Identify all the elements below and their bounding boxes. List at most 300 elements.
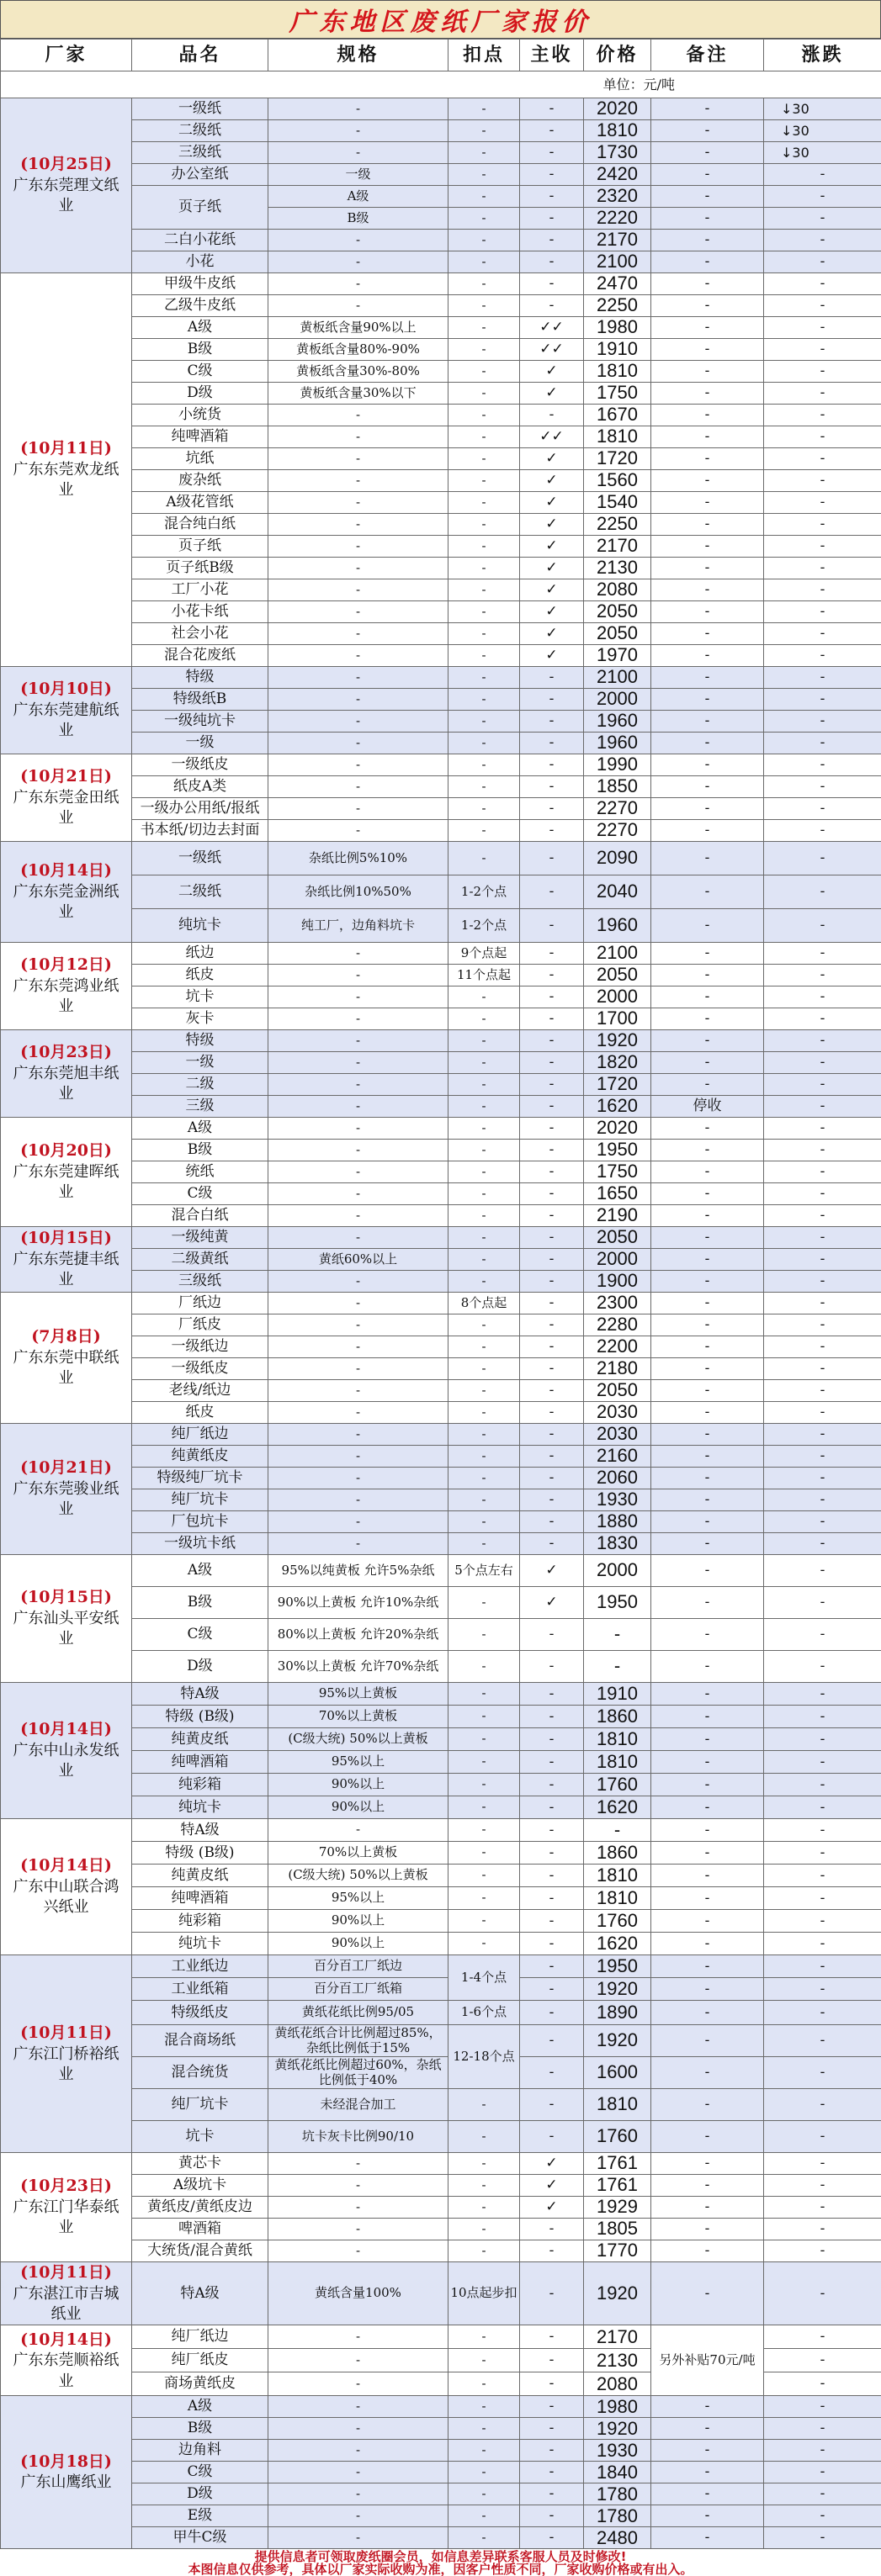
main-cell: -: [520, 733, 584, 754]
table-row: [1, 1096, 881, 1118]
product-name: 大统货/混合黄纸: [132, 2240, 268, 2262]
product-name: 一级纯黄: [132, 1227, 268, 1249]
price-cell: 1720: [584, 1074, 651, 1096]
table-row: [1, 536, 881, 558]
note-cell: -: [651, 2505, 764, 2527]
note-cell: -: [651, 1227, 764, 1249]
note-cell: -: [651, 733, 764, 754]
company-cell: [1, 273, 132, 667]
main-cell: -: [520, 1183, 584, 1205]
deduct-cell: 1-2个点: [448, 875, 520, 909]
spec-cell: 70%以上黄板: [268, 1842, 448, 1865]
spec-cell: 黄纸60%以上: [268, 1249, 448, 1271]
spec-cell: -: [268, 1183, 448, 1205]
change-cell: -: [764, 986, 881, 1008]
change-cell: -: [764, 2089, 881, 2121]
change-cell: -: [764, 1008, 881, 1030]
product-name: C级: [132, 1619, 268, 1651]
deduct-cell: -: [448, 470, 520, 492]
change-cell: -: [764, 943, 881, 965]
spec-cell: -: [268, 2175, 448, 2197]
main-cell: -: [520, 2325, 584, 2349]
price-cell: 2280: [584, 1314, 651, 1336]
company-cell: [1, 1030, 132, 1118]
header-deduct: 扣点: [448, 40, 520, 71]
company-cell: [1, 1955, 132, 2153]
note-cell: -: [651, 2197, 764, 2219]
deduct-cell: -: [448, 1183, 520, 1205]
price-cell: 1760: [584, 1774, 651, 1796]
table-row: [1, 711, 881, 733]
change-cell: -: [764, 1402, 881, 1424]
change-cell: -: [764, 909, 881, 943]
spec-cell: -: [268, 2372, 448, 2396]
change-cell: -: [764, 1205, 881, 1227]
deduct-cell: -: [448, 120, 520, 142]
note-cell: -: [651, 448, 764, 470]
deduct-cell: -: [448, 623, 520, 645]
company-date: (10月15日): [20, 1229, 112, 1248]
deduct-cell: -: [448, 1161, 520, 1183]
product-name: 纯厂纸皮: [132, 2349, 268, 2372]
table-row: [1, 1933, 881, 1955]
price-cell: -: [584, 1651, 651, 1683]
deduct-cell: -: [448, 1140, 520, 1161]
spec-cell: 杂纸比例5%10%: [268, 842, 448, 875]
price-table: [0, 39, 881, 2549]
table-row: [1, 2240, 881, 2262]
note-cell: -: [651, 230, 764, 251]
company-cell: [1, 2396, 132, 2549]
spec-cell: -: [268, 2527, 448, 2549]
deduct-cell: -: [448, 2483, 520, 2505]
change-cell: -: [764, 2418, 881, 2440]
change-cell: -: [764, 514, 881, 536]
price-cell: 1929: [584, 2197, 651, 2219]
main-cell: -: [520, 2527, 584, 2549]
product-name: 厂纸边: [132, 1293, 268, 1314]
price-cell: 1910: [584, 339, 651, 361]
price-cell: 1910: [584, 1683, 651, 1706]
price-cell: 1860: [584, 1842, 651, 1865]
product-name: 小花卡纸: [132, 601, 268, 623]
product-name: 工业纸边: [132, 1955, 268, 1978]
spec-cell: -: [268, 1205, 448, 1227]
header-main: 主收: [520, 40, 584, 71]
spec-cell: -: [268, 98, 448, 120]
note-cell: -: [651, 1865, 764, 1887]
note-cell: -: [651, 909, 764, 943]
spec-cell: 黄板纸含量30%以下: [268, 383, 448, 405]
table-row: [1, 2505, 881, 2527]
price-cell: 1650: [584, 1183, 651, 1205]
main-cell: ✓: [520, 645, 584, 667]
price-cell: 1920: [584, 1978, 651, 2001]
note-cell: -: [651, 514, 764, 536]
table-row: [1, 273, 881, 295]
product-name: 纸皮: [132, 965, 268, 986]
product-name: 一级纸皮: [132, 1358, 268, 1380]
change-cell: -: [764, 1706, 881, 1728]
change-cell: -: [764, 1030, 881, 1052]
change-cell: -: [764, 2349, 881, 2372]
header-row: [1, 40, 881, 71]
main-cell: ✓: [520, 383, 584, 405]
spec-cell: -: [268, 2418, 448, 2440]
change-cell: ↓30: [764, 98, 881, 120]
main-cell: -: [520, 820, 584, 842]
change-cell: -: [764, 2175, 881, 2197]
title-bar: [0, 0, 881, 39]
main-cell: -: [520, 2001, 584, 2025]
main-cell: -: [520, 1140, 584, 1161]
change-cell: -: [764, 1751, 881, 1774]
change-cell: -: [764, 426, 881, 448]
table-row: [1, 142, 881, 164]
change-cell: -: [764, 875, 881, 909]
company-date: (10月20日): [20, 1141, 112, 1161]
price-cell: 1780: [584, 2483, 651, 2505]
note-cell: -: [651, 2462, 764, 2483]
price-cell: 2100: [584, 251, 651, 273]
product-name: 特A级: [132, 2262, 268, 2325]
company-name: 广东湛江市吉城纸业: [13, 2284, 119, 2323]
product-name: 商场黄纸皮: [132, 2372, 268, 2396]
change-cell: -: [764, 2505, 881, 2527]
spec-cell: 纯工厂，边角料坑卡: [268, 909, 448, 943]
change-cell: -: [764, 1336, 881, 1358]
table-row: [1, 1161, 881, 1183]
price-cell: 1620: [584, 1096, 651, 1118]
company-cell: [1, 1227, 132, 1293]
main-cell: -: [520, 754, 584, 776]
product-name: 小统货: [132, 405, 268, 426]
table-row: [1, 965, 881, 986]
company-name: 广东东莞金田纸业: [13, 789, 119, 828]
spec-cell: -: [268, 2219, 448, 2240]
change-cell: -: [764, 164, 881, 186]
spec-cell: -: [268, 776, 448, 798]
change-cell: -: [764, 1796, 881, 1819]
note-cell: -: [651, 1910, 764, 1933]
table-row: [1, 470, 881, 492]
product-name: 乙级牛皮纸: [132, 295, 268, 317]
main-cell: -: [520, 1751, 584, 1774]
main-cell: -: [520, 2262, 584, 2325]
table-row: [1, 776, 881, 798]
spec-cell: -: [268, 1140, 448, 1161]
main-cell: -: [520, 2240, 584, 2262]
product-name: 一级纯坑卡: [132, 711, 268, 733]
note-cell: -: [651, 1533, 764, 1555]
header-change: 涨跌: [764, 40, 881, 71]
main-cell: -: [520, 164, 584, 186]
main-cell: -: [520, 986, 584, 1008]
price-cell: 1560: [584, 470, 651, 492]
note-cell: -: [651, 667, 764, 689]
price-cell: 2130: [584, 558, 651, 579]
price-cell: 1980: [584, 317, 651, 339]
product-name: 混合商场纸: [132, 2025, 268, 2057]
main-cell: -: [520, 1619, 584, 1651]
note-cell: -: [651, 2121, 764, 2153]
spec-cell: -: [268, 943, 448, 965]
change-cell: -: [764, 1468, 881, 1489]
company-cell: [1, 1555, 132, 1683]
product-name: 纯彩箱: [132, 1910, 268, 1933]
note-cell: -: [651, 558, 764, 579]
company-date: (10月25日): [20, 155, 112, 174]
deduct-cell: -: [448, 383, 520, 405]
product-name: 社会小花: [132, 623, 268, 645]
spec-cell: -: [268, 405, 448, 426]
table-row: [1, 2396, 881, 2418]
spec-cell: -: [268, 1030, 448, 1052]
main-cell: ✓✓: [520, 339, 584, 361]
change-cell: -: [764, 1249, 881, 1271]
product-name: 书本纸/切边去封面: [132, 820, 268, 842]
spec-cell: 95%以上黄板: [268, 1683, 448, 1706]
deduct-cell: -: [448, 2153, 520, 2175]
deduct-cell: -: [448, 2197, 520, 2219]
price-cell: 1960: [584, 711, 651, 733]
company-cell: [1, 1819, 132, 1955]
main-cell: -: [520, 776, 584, 798]
deduct-cell: -: [448, 208, 520, 230]
product-name: 二白小花纸: [132, 230, 268, 251]
table-row: [1, 1336, 881, 1358]
deduct-cell: -: [448, 2175, 520, 2197]
company-cell: [1, 98, 132, 273]
change-cell: -: [764, 1910, 881, 1933]
product-name: 小花: [132, 251, 268, 273]
price-cell: 1860: [584, 1706, 651, 1728]
spec-cell: -: [268, 492, 448, 514]
spec-cell: -: [268, 1293, 448, 1314]
change-cell: -: [764, 667, 881, 689]
price-cell: 1700: [584, 1008, 651, 1030]
price-cell: 1750: [584, 383, 651, 405]
company-cell: [1, 1683, 132, 1819]
note-cell: -: [651, 1183, 764, 1205]
note-cell: -: [651, 1511, 764, 1533]
change-cell: -: [764, 820, 881, 842]
product-name: 一级坑卡纸: [132, 1533, 268, 1555]
footer: [0, 2551, 881, 2576]
spec-cell: -: [268, 470, 448, 492]
price-cell: 2300: [584, 1293, 651, 1314]
price-cell: 2320: [584, 186, 651, 208]
change-cell: -: [764, 1380, 881, 1402]
spec-cell: -: [268, 1271, 448, 1293]
note-cell: -: [651, 273, 764, 295]
product-name: 特级 (B级): [132, 1842, 268, 1865]
price-cell: 2030: [584, 1402, 651, 1424]
table-row: [1, 1865, 881, 1887]
product-name: 纯坑卡: [132, 1933, 268, 1955]
price-cell: 1950: [584, 1955, 651, 1978]
change-cell: -: [764, 1865, 881, 1887]
price-cell: 2050: [584, 623, 651, 645]
price-cell: 1960: [584, 909, 651, 943]
product-name: B级: [132, 1140, 268, 1161]
note-cell: -: [651, 1161, 764, 1183]
change-cell: -: [764, 579, 881, 601]
main-cell: -: [520, 1683, 584, 1706]
table-row: [1, 1249, 881, 1271]
table-row: [1, 1074, 881, 1096]
spec-cell: -: [268, 514, 448, 536]
main-cell: -: [520, 1314, 584, 1336]
table-row: [1, 623, 881, 645]
table-row: [1, 1380, 881, 1402]
main-cell: -: [520, 1978, 584, 2001]
main-cell: ✓: [520, 448, 584, 470]
note-cell: -: [651, 426, 764, 448]
table-row: [1, 2001, 881, 2025]
table-row: [1, 798, 881, 820]
note-cell: -: [651, 2262, 764, 2325]
deduct-cell: 1-6个点: [448, 2001, 520, 2025]
deduct-cell: 10点起步扣: [448, 2262, 520, 2325]
spec-cell: 90%以上黄板 允许10%杂纸: [268, 1587, 448, 1619]
company-name: 广东江门桥裕纸业: [13, 2044, 119, 2083]
deduct-cell: -: [448, 2527, 520, 2549]
table-row: [1, 1683, 881, 1706]
price-cell: 1810: [584, 1887, 651, 1910]
table-row: [1, 645, 881, 667]
note-cell: -: [651, 943, 764, 965]
note-cell: -: [651, 361, 764, 383]
company-cell: [1, 754, 132, 842]
main-cell: -: [520, 1842, 584, 1865]
main-cell: -: [520, 1271, 584, 1293]
note-cell: -: [651, 1358, 764, 1380]
table-row: [1, 1358, 881, 1380]
product-name: A级: [132, 1555, 268, 1587]
change-cell: -: [764, 1933, 881, 1955]
change-cell: -: [764, 842, 881, 875]
note-cell: -: [651, 1118, 764, 1140]
price-cell: 2250: [584, 295, 651, 317]
product-name: 老线/纸边: [132, 1380, 268, 1402]
table-row: [1, 1183, 881, 1205]
spec-cell: 未经混合加工: [268, 2089, 448, 2121]
product-name: 特级: [132, 667, 268, 689]
unit-label: 单位：元/吨: [1, 71, 881, 98]
spec-cell: -: [268, 2462, 448, 2483]
main-cell: -: [520, 98, 584, 120]
product-name: 三级: [132, 1096, 268, 1118]
company-cell: [1, 1424, 132, 1555]
table-row: [1, 1619, 881, 1651]
main-cell: ✓: [520, 601, 584, 623]
product-name: 纯厂坑卡: [132, 1489, 268, 1511]
product-name: 坑纸: [132, 448, 268, 470]
table-row: [1, 667, 881, 689]
main-cell: -: [520, 2025, 584, 2057]
price-cell: 2130: [584, 2349, 651, 2372]
spec-cell: 黄板纸含量80%-90%: [268, 339, 448, 361]
product-name: 一级纸边: [132, 1336, 268, 1358]
table-row: [1, 2462, 881, 2483]
product-name: 纯黄皮纸: [132, 1728, 268, 1751]
price-cell: 1890: [584, 2001, 651, 2025]
company-cell: [1, 842, 132, 943]
note-cell: -: [651, 965, 764, 986]
price-cell: 2000: [584, 1555, 651, 1587]
change-cell: -: [764, 1728, 881, 1751]
table-row: [1, 1227, 881, 1249]
deduct-cell: -: [448, 579, 520, 601]
table-row: [1, 909, 881, 943]
deduct-cell: -: [448, 1728, 520, 1751]
spec-cell: -: [268, 1008, 448, 1030]
price-cell: 2020: [584, 98, 651, 120]
spec-cell: -: [268, 1074, 448, 1096]
price-cell: 2190: [584, 1205, 651, 1227]
deduct-cell: -: [448, 448, 520, 470]
deduct-cell: 1-4个点: [448, 1955, 520, 2001]
table-row: [1, 820, 881, 842]
note-cell: -: [651, 405, 764, 426]
price-cell: 2270: [584, 820, 651, 842]
price-cell: 1980: [584, 2396, 651, 2418]
note-cell: -: [651, 120, 764, 142]
spec-cell: -: [268, 1358, 448, 1380]
deduct-cell: -: [448, 405, 520, 426]
change-cell: -: [764, 470, 881, 492]
note-cell: -: [651, 2240, 764, 2262]
product-name: 废杂纸: [132, 470, 268, 492]
deduct-cell: -: [448, 645, 520, 667]
company-name: 广东东莞中联纸业: [13, 1349, 119, 1388]
deduct-cell: -: [448, 2505, 520, 2527]
change-cell: -: [764, 1446, 881, 1468]
main-cell: -: [520, 1651, 584, 1683]
note-cell: -: [651, 2089, 764, 2121]
deduct-cell: -: [448, 1511, 520, 1533]
main-cell: -: [520, 251, 584, 273]
deduct-cell: -: [448, 1008, 520, 1030]
change-cell: -: [764, 1293, 881, 1314]
spec-cell: -: [268, 1161, 448, 1183]
note-cell: -: [651, 295, 764, 317]
main-cell: -: [520, 2349, 584, 2372]
main-cell: -: [520, 2505, 584, 2527]
note-cell: -: [651, 1271, 764, 1293]
change-cell: -: [764, 1887, 881, 1910]
deduct-cell: -: [448, 1030, 520, 1052]
deduct-cell: -: [448, 1468, 520, 1489]
company-cell: [1, 943, 132, 1030]
deduct-cell: -: [448, 1358, 520, 1380]
spec-cell: -: [268, 986, 448, 1008]
company-date: (10月15日): [20, 1588, 112, 1607]
product-name: 纯啤酒箱: [132, 426, 268, 448]
product-name: 工厂小花: [132, 579, 268, 601]
product-name: 甲牛C级: [132, 2527, 268, 2549]
product-name: 一级办公用纸/报纸: [132, 798, 268, 820]
company-date: (10月21日): [20, 1458, 112, 1478]
footer-line-2: 本图信息仅供参考，具体以厂家实际收购为准，因客户性质不同，厂家收购价格或有出入。: [188, 2562, 693, 2576]
spec-cell: -: [268, 295, 448, 317]
spec-cell: -: [268, 1533, 448, 1555]
deduct-cell: -: [448, 2372, 520, 2396]
note-cell: -: [651, 820, 764, 842]
table-row: [1, 689, 881, 711]
price-cell: 2090: [584, 842, 651, 875]
